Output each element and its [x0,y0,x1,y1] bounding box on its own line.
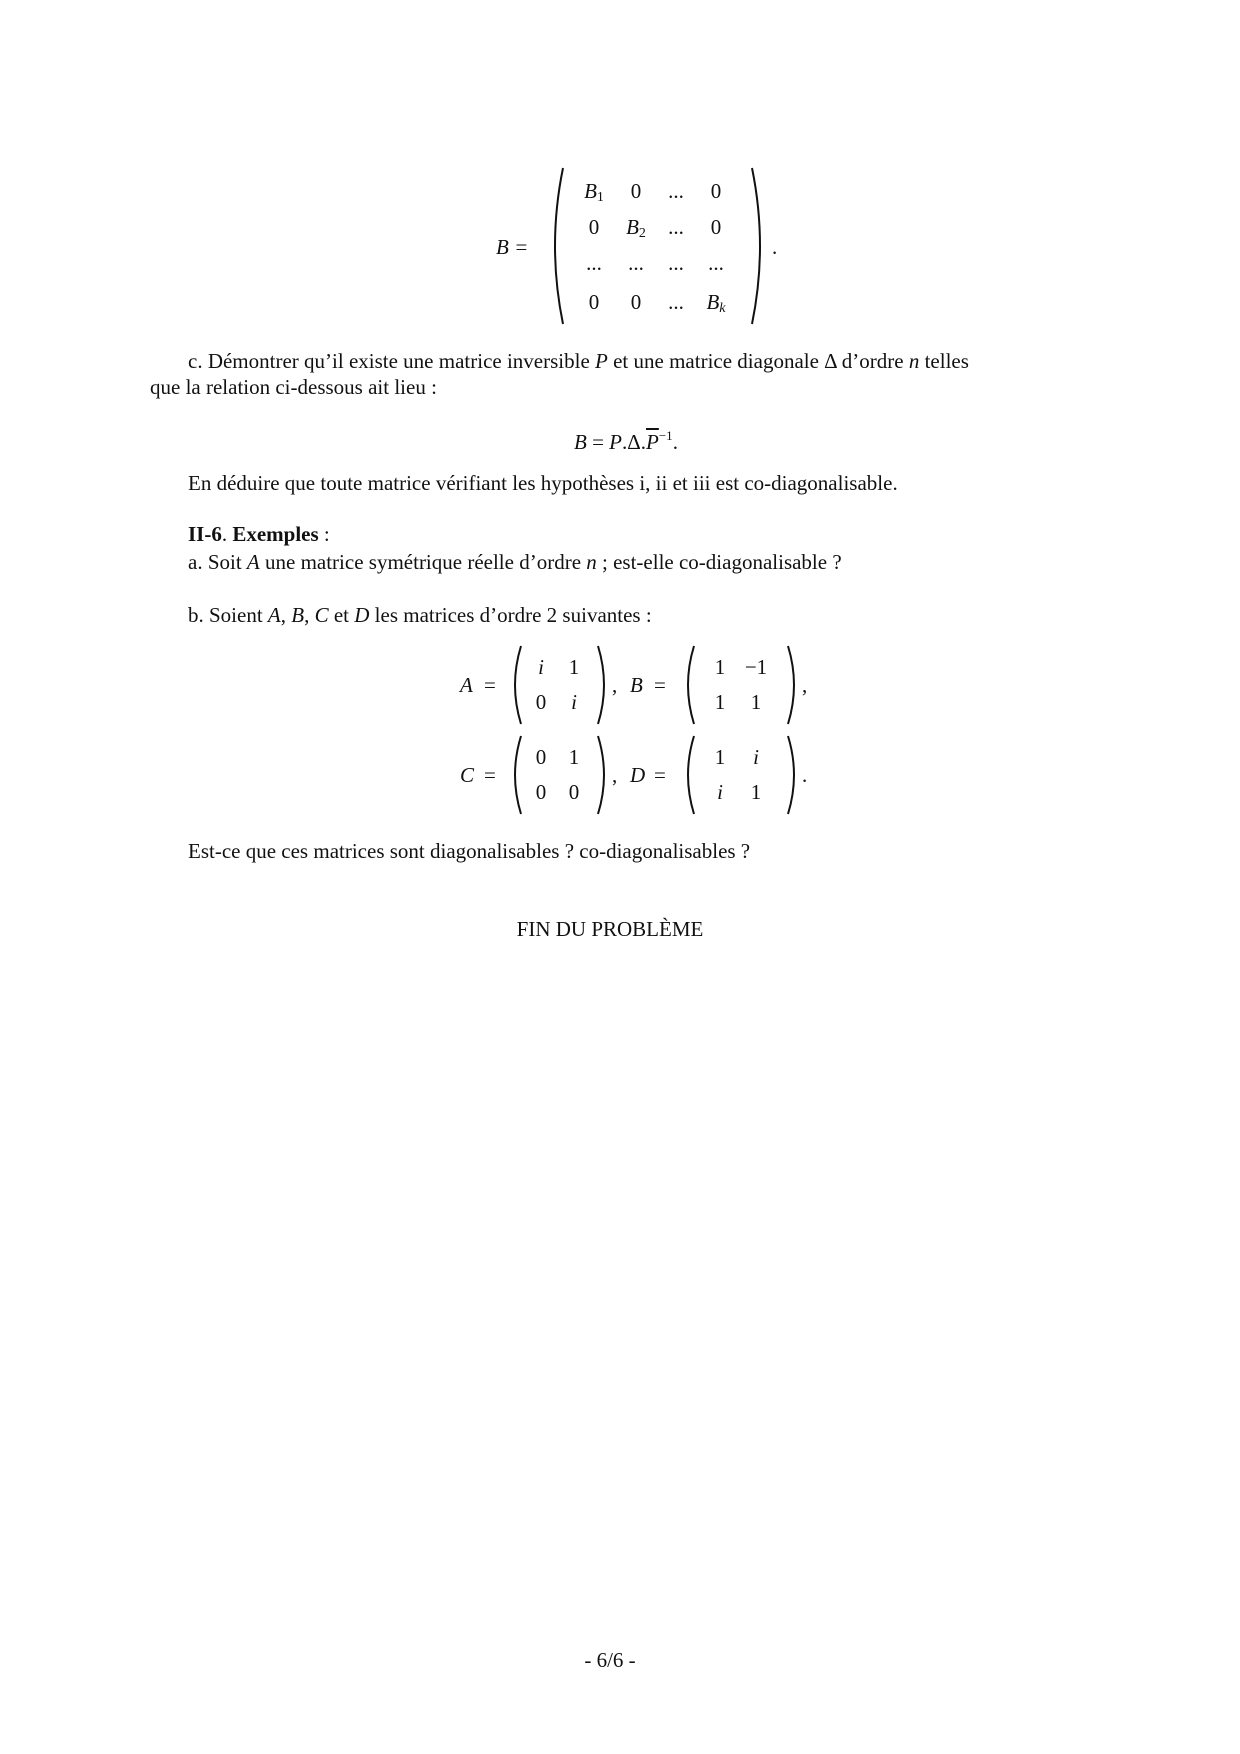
matrix-cell: 0 [588,215,600,239]
end-of-problem: FIN DU PROBLÈME [516,917,704,941]
matrix-C-eq: = [484,763,496,787]
question: Est-ce que ces matrices sont diagonalisables ? co-diagonalisables ? [188,839,751,863]
matrix-cell: 1 [568,745,580,769]
right-parenthesis [594,644,612,726]
matrix-cell: −1 [744,655,768,679]
page-number: - 6/6 - [584,1648,636,1672]
matrix-cell: 1 [750,780,762,804]
left-parenthesis [545,166,567,326]
matrix-cell: 1 [714,655,726,679]
part-c-line2: que la relation ci-dessous ait lieu : [150,375,437,399]
matrix-cell: 1 [714,745,726,769]
matrix-cell: 0 [630,179,642,203]
right-parenthesis [594,734,612,816]
section-heading: II-6. Exemples : [188,522,330,546]
matrix-cell: 0 [710,179,722,203]
matrix-cell: 1 [714,690,726,714]
matrix-cell: 0 [588,290,600,314]
matrix-cell: i [753,745,759,769]
matrix-cell: 1 [568,655,580,679]
formula-B-decomposition: $B = P.\Delta.\overline{P}^{-1}$. [574,428,678,454]
matrix-D-label: D [630,763,646,787]
part-b: b. Soient A, B, C et D les matrices d’ordre 2 suivantes : [188,603,652,627]
matrix-cell: ... [586,251,602,275]
matrix-cell: $B_k$ [706,290,726,316]
right-parenthesis [784,644,802,726]
part-a: a. Soit A une matrice symétrique réelle d’ordre n ; est-elle co-diagonalisable ? [188,550,842,574]
left-parenthesis [680,734,698,816]
matrix-cell: 0 [535,745,547,769]
part-c-line1: c. Démontrer qu’il existe une matrice inversible P et une matrice diagonale Δ d’ordre n telles [188,349,969,373]
matrix-cell: ... [628,251,644,275]
matrix-cell: $B_1$ [584,179,604,205]
matrix-cell: i [571,690,577,714]
matrix-cell: 0 [535,690,547,714]
block-matrix-lhs: B = [496,235,529,259]
matrix-cell: ... [708,251,724,275]
matrix-D-eq: = [654,763,666,787]
matrix-cell: ... [668,290,684,314]
matrix-cell: $B_2$ [626,215,646,241]
matrix-cell: i [538,655,544,679]
matrix-B-comma: , [802,673,808,697]
matrix-cell: ... [668,215,684,239]
right-parenthesis [748,166,770,326]
part-c-deduce: En déduire que toute matrice vérifiant les hypothèses i, ii et iii est co-diagonalisable. [188,471,898,495]
matrix-A-eq: = [484,673,496,697]
matrix-D-period: . [802,763,808,787]
matrix-cell: 0 [710,215,722,239]
left-parenthesis [680,644,698,726]
matrix-cell: 1 [750,690,762,714]
matrix-B-eq: = [654,673,666,697]
matrix-A-label: A [460,673,473,697]
matrix-cell: i [717,780,723,804]
matrix-cell: 0 [535,780,547,804]
matrix-cell: 0 [568,780,580,804]
matrix-C-label: C [460,763,475,787]
matrix-cell: ... [668,179,684,203]
right-parenthesis [784,734,802,816]
matrix-A-comma: , [612,673,618,697]
matrix-cell: ... [668,251,684,275]
matrix-C-comma: , [612,763,618,787]
matrix-B-label: B [630,673,643,697]
matrix-cell: 0 [630,290,642,314]
block-matrix-period: . [772,235,778,259]
